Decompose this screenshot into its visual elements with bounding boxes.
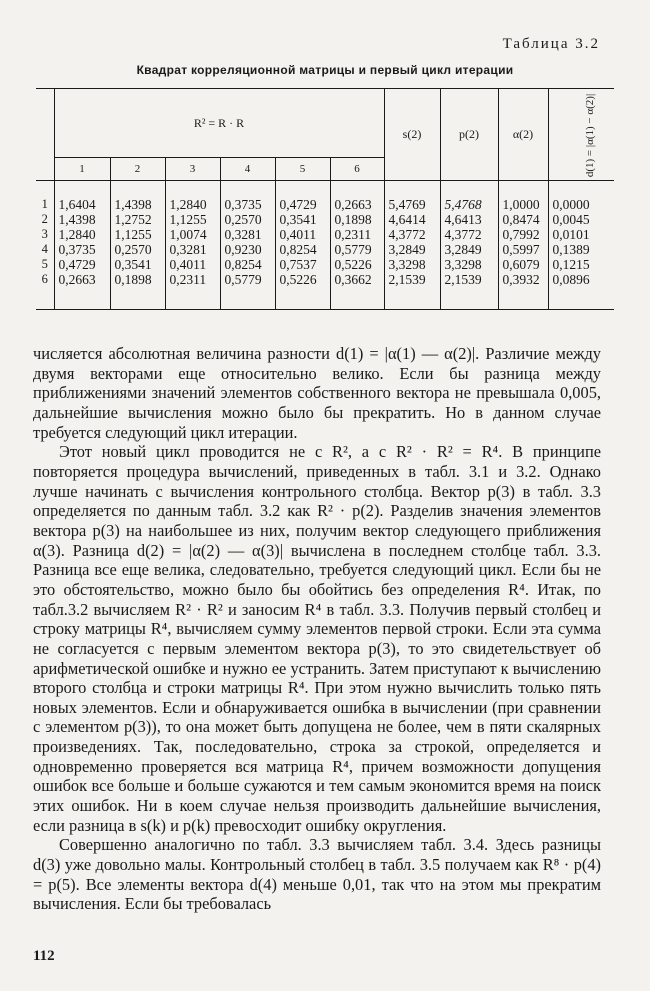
table-number: Таблица 3.2 <box>502 36 600 52</box>
body-text <box>33 344 601 914</box>
table-cell: 1,4398 <box>110 197 165 212</box>
table-cell: 0,2570 <box>220 212 275 227</box>
table-cell: 3,2849 <box>384 242 440 257</box>
table-cell: 5,4769 <box>384 197 440 212</box>
row-number: 2 <box>36 212 54 227</box>
table-cell: 0,5226 <box>275 272 330 287</box>
s2-header: s(2) <box>384 89 440 181</box>
table-cell: 0,2570 <box>110 242 165 257</box>
table-cell: 0,6079 <box>498 257 548 272</box>
table-cell: 1,2752 <box>110 212 165 227</box>
paragraph-3: Совершенно аналогично по табл. 3.3 вычисляем табл. 3.4. Здесь разницы d(3) уже довольно малы. Контрольный столбец в табл. 3.5 получаем как R⁸ · p(4) = p(5). Все элементы вектора d(4) меньше 0,01, так что на этом мы прекратим вычисления. Если бы требовалась <box>33 835 601 914</box>
table-row <box>36 272 614 287</box>
table-cell: 0,8254 <box>220 257 275 272</box>
table-cell: 1,1255 <box>110 227 165 242</box>
d1-header-text: d(1) = |α(1) − α(2)| <box>583 93 596 177</box>
table-cell: 0,3662 <box>330 272 384 287</box>
table-cell: 0,4729 <box>275 197 330 212</box>
table-cell: 0,0045 <box>552 212 590 227</box>
table-cell: 0,2311 <box>330 227 384 242</box>
table-cell: 0,3735 <box>54 242 110 257</box>
alpha2-header: α(2) <box>498 89 548 181</box>
table-cell: 0,7537 <box>275 257 330 272</box>
table-cell: 0,2311 <box>165 272 220 287</box>
table-title: Квадрат корреляционной матрицы и первый цикл итерации <box>136 63 514 77</box>
data-table <box>36 88 614 310</box>
table-cell: 3,3298 <box>384 257 440 272</box>
table-cell: 0,4011 <box>275 227 330 242</box>
table-cell: 3,2849 <box>440 242 498 257</box>
table-cell: 4,3772 <box>384 227 440 242</box>
table-cell: 1,2840 <box>165 197 220 212</box>
table-cell: 0,1898 <box>110 272 165 287</box>
table-cell: 0,5779 <box>330 242 384 257</box>
rownum-header <box>36 89 54 181</box>
table-row <box>36 227 614 242</box>
table-cell: 0,4011 <box>165 257 220 272</box>
paragraph-2: Этот новый цикл проводится не с R², а с R² · R² = R⁴. В принципе повторяется процедура вычислений, приведенных в табл. 3.1 и 3.2. Однако лучше начинать с вычисления контрольного столбца. Вектор p(3) в табл. 3.3 определяется по данным табл. 3.2 как R² · p(2). Разделив значения элементов вектора p(3) на наибольшее из них, получим вектор следующего приближения α(3). Разница d(2) = |α(2) — α(3)| вычислена в последнем столбце табл. 3.3. Разница все еще велика, следовательно, требуется следующий цикл. Если бы не это обстоятельство, можно было бы обойтись без определения R⁴. Итак, по табл.3.2 вычисляем R² · R² и заносим R⁴ в табл. 3.3. Получив первый столбец и строку матрицы R⁴, вычисляем сумму элементов первой строки. Если эта сумма не согласуется с первым элементом вектора p(3), то это свидетельствует об арифметической ошибке и нужно ее устранить. Затем приступают к вычислению второго столбца и строки матрицы R⁴. При этом нужно вычислить только пять новых элементов. Если и обнаруживается ошибка в вычислении (при сравнении с элементом p(3)), то она может быть допущена не более, чем в пяти скалярных произведениях. Так, последовательно, строка за строкой, определяется и одновременно проверяется вся матрица R⁴, причем возможности допущения ошибок все больше и больше сужаются и тем самым экономится время на поиск этих ошибок. Ни в коем случае нельзя производить дальнейшие вычисления, если разница в s(k) и p(k) превосходит ошибку округления. <box>33 442 601 835</box>
table-cell: 1,1255 <box>165 212 220 227</box>
table-cell: 0,8254 <box>275 242 330 257</box>
d1-header <box>548 89 614 181</box>
table-cell: 0,3281 <box>165 242 220 257</box>
table-cell: 0,5779 <box>220 272 275 287</box>
table-cell: 4,6414 <box>384 212 440 227</box>
row-number: 3 <box>36 227 54 242</box>
table-cell: 0,3281 <box>220 227 275 242</box>
table-cell: 1,0074 <box>165 227 220 242</box>
table-cell: 0,0000 <box>552 197 590 212</box>
row-number: 5 <box>36 257 54 272</box>
table-cell: 2,1539 <box>384 272 440 287</box>
row-number: 4 <box>36 242 54 257</box>
table-cell: 0,5226 <box>330 257 384 272</box>
row-number: 6 <box>36 272 54 287</box>
table-row <box>36 197 614 212</box>
col-header-2: 2 <box>110 158 165 181</box>
table-cell: 0,2663 <box>54 272 110 287</box>
table-cell: 0,4729 <box>54 257 110 272</box>
table-cell: 0,3932 <box>498 272 548 287</box>
table-cell: 0,9230 <box>220 242 275 257</box>
table-cell: 4,3772 <box>440 227 498 242</box>
table-cell: 0,3735 <box>220 197 275 212</box>
paragraph-1: числяется абсолютная величина разности d(1) = |α(1) — α(2)|. Различие между двумя векторами еще относительно велико. Если бы разница между приближениями значений элементов собственного вектора не превышала 0,005, дальнейшие вычисления можно было бы прекратить. Но в данном случае требуется следующий цикл итерации. <box>33 344 601 442</box>
table-row <box>36 257 614 272</box>
p2-header: p(2) <box>440 89 498 181</box>
table-cell: 1,6404 <box>54 197 110 212</box>
page-number: 112 <box>33 948 55 964</box>
col-header-4: 4 <box>220 158 275 181</box>
table-cell: 5,4768 <box>440 197 498 212</box>
matrix-header: R² = R · R <box>54 89 384 158</box>
col-header-6: 6 <box>330 158 384 181</box>
col-header-3: 3 <box>165 158 220 181</box>
col-header-1: 1 <box>54 158 110 181</box>
table-cell: 0,0896 <box>552 272 590 287</box>
table-cell: 1,4398 <box>54 212 110 227</box>
table-cell: 0,3541 <box>110 257 165 272</box>
table-cell: 0,0101 <box>552 227 590 242</box>
table-cell: 1,0000 <box>498 197 548 212</box>
table-cell: 0,2663 <box>330 197 384 212</box>
table-cell: 0,5997 <box>498 242 548 257</box>
table-cell: 3,3298 <box>440 257 498 272</box>
table-cell: 0,7992 <box>498 227 548 242</box>
table-cell: 4,6413 <box>440 212 498 227</box>
table-cell: 0,1389 <box>552 242 590 257</box>
table-row <box>36 242 614 257</box>
table-cell: 0,8474 <box>498 212 548 227</box>
table-cell: 0,1215 <box>552 257 590 272</box>
col-header-5: 5 <box>275 158 330 181</box>
table-cell: 2,1539 <box>440 272 498 287</box>
row-number: 1 <box>36 197 54 212</box>
table-cell: 0,3541 <box>275 212 330 227</box>
table-row <box>36 212 614 227</box>
table-cell: 0,1898 <box>330 212 384 227</box>
table-cell: 1,2840 <box>54 227 110 242</box>
